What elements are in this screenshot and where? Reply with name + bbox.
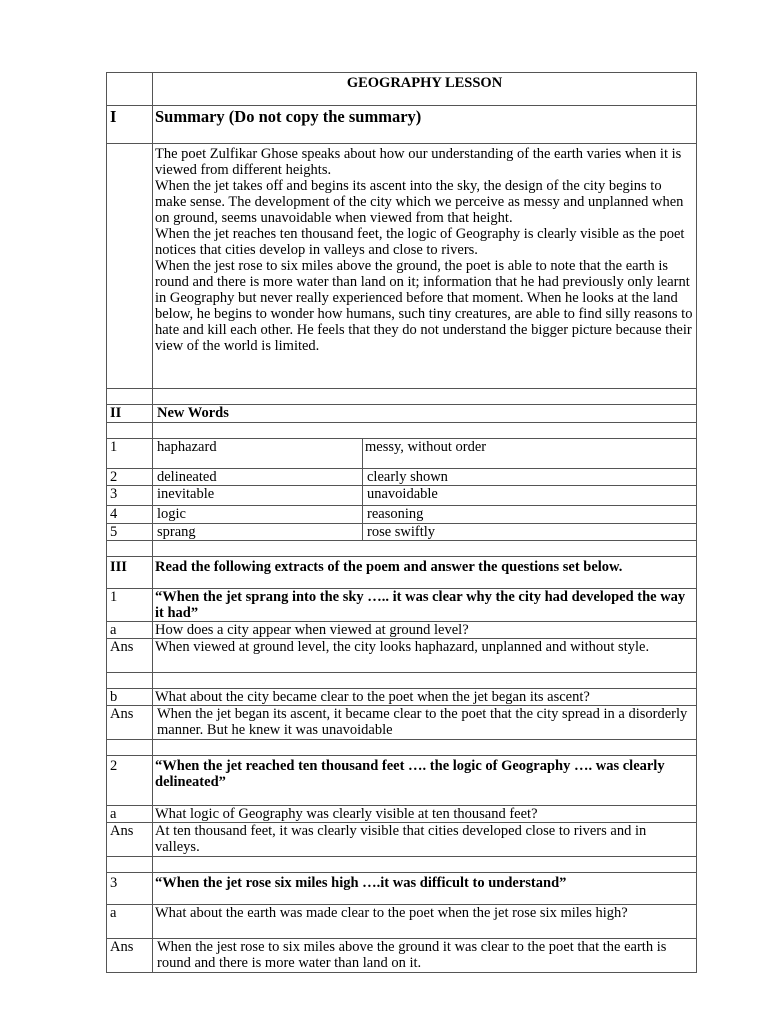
word-meaning: reasoning	[363, 506, 697, 524]
word-meaning: messy, without order	[363, 439, 697, 469]
poem-extract: “When the jet sprang into the sky ….. it was clear why the city had developed the way it had”	[153, 589, 697, 622]
summary-paragraph: When the jet reaches ten thousand feet, the logic of Geography is clearly visible as the poet notices that cities develop in valleys and close to rivers.	[155, 226, 685, 258]
word: logic	[153, 506, 363, 524]
word-meaning: rose swiftly	[363, 524, 697, 541]
summary-paragraph: When the jest rose to six miles above the ground, the poet is able to note that the earth is round and there is more water than land on it; information that he had previously only learnt in Geography but never really experienced before that moment. When he looks at the land below, he begins to wonder how humans, such tiny creatures, are able to find silly reasons to hate and kill each other. He feels that they do not understand the bigger picture because their view of the world is limited.	[155, 258, 693, 354]
summary-text	[153, 144, 697, 389]
question: How does a city appear when viewed at ground level?	[153, 622, 697, 639]
word: delineated	[153, 469, 363, 486]
section-number: I	[107, 106, 153, 144]
table-row: 4 logic reasoning	[107, 506, 697, 524]
poem-extract: “When the jet rose six miles high ….it was difficult to understand”	[153, 873, 697, 905]
question: What logic of Geography was clearly visible at ten thousand feet?	[153, 806, 697, 823]
summary-paragraph: The poet Zulfikar Ghose speaks about how our understanding of the earth varies when it is viewed from different heights.	[155, 146, 682, 178]
section-heading: Summary (Do not copy the summary)	[153, 106, 697, 144]
table-row: 3 inevitable unavoidable	[107, 486, 697, 506]
section-heading: Read the following extracts of the poem and answer the questions set below.	[153, 557, 697, 589]
poem-extract: “When the jet reached ten thousand feet …. the logic of Geography …. was clearly delineated”	[153, 756, 697, 806]
summary-paragraph: When the jet takes off and begins its ascent into the sky, the design of the city begins to make sense. The development of the city which we perceive as messy and unplanned when on ground, seems unavoidable when viewed from that height.	[155, 178, 684, 226]
section-number: II	[107, 405, 153, 423]
word: haphazard	[153, 439, 363, 469]
word-meaning: unavoidable	[363, 486, 697, 506]
section-number: III	[107, 557, 153, 589]
table-row: 1 haphazard messy, without order	[107, 439, 697, 469]
table-row: 2 delineated clearly shown	[107, 469, 697, 486]
page-title: GEOGRAPHY LESSON	[153, 73, 697, 106]
section-heading: New Words	[153, 405, 697, 423]
lesson-table: GEOGRAPHY LESSON I Summary (Do not copy the summary) The poet Zulfikar Ghose speaks about how our understanding of the earth varies when it is viewed from different heights. When the jet takes off and begins its ascent into the sky, the design of the city begins to make sense. The development of the city which we perceive as messy and unplanned when on ground, seems unavoidable when viewed from that height. When the jet reaches ten thousand feet, the logic of Geography is clearly visible as the poet notices that cities develop in valleys and close to rivers. When the jest rose to six miles above the ground, the poet is able to note that the earth is round and there is more water than land on it; information that he had previously only learnt in Geography but never really experienced before that moment. When he looks at the land below, he begins to wonder how humans, such tiny creatures, are able to find silly reasons to hate and kill each other. He feels that they do not understand the bigger picture because their view of the world is limited. II New Words 1 haphazard messy, without order 2 delineated clearly shown 3 inevitable unavoidable 4 logic reasoning 5 sprang rose swiftly III Read the following extracts of the poem and answer the questions set below. 1 “When the jet sprang into the sky ….. it was clear why the city had developed the way it had” a How does a city appear when viewed at ground level? Ans When viewed at ground level, the city looks haphazard, unplanned and without style. b What about the city became clear to the poet when the jet began its ascent? Ans When the jet began its ascent, it became clear to the poet that the city spread in a disorderly manner. But he knew it was unavoidable 2 “When the jet reached ten thousand feet …. the logic of Geography …. was clearly delineated” a What logic of Geography was clearly visible at ten thousand feet? Ans At ten thousand feet, it was clearly visible that cities developed close to rivers and in valleys. 3 “When the jet rose six miles high ….it was difficult to understand” a What about the earth was made clear to the poet when the jet rose six miles high? Ans When the jest rose to six miles above the ground it was clear to the poet that the earth is round and there is more water than land on it.	[106, 72, 697, 973]
answer: When the jet began its ascent, it became clear to the poet that the city spread in a disorderly manner. But he knew it was unavoidable	[153, 706, 697, 740]
word: sprang	[153, 524, 363, 541]
question: What about the city became clear to the poet when the jet began its ascent?	[153, 689, 697, 706]
answer: At ten thousand feet, it was clearly visible that cities developed close to rivers and in valleys.	[153, 823, 697, 857]
question: What about the earth was made clear to the poet when the jet rose six miles high?	[153, 905, 697, 939]
word-meaning: clearly shown	[363, 469, 697, 486]
answer: When viewed at ground level, the city looks haphazard, unplanned and without style.	[153, 639, 697, 673]
word: inevitable	[153, 486, 363, 506]
table-row: 5 sprang rose swiftly	[107, 524, 697, 541]
answer: When the jest rose to six miles above the ground it was clear to the poet that the earth is round and there is more water than land on it.	[153, 939, 697, 973]
